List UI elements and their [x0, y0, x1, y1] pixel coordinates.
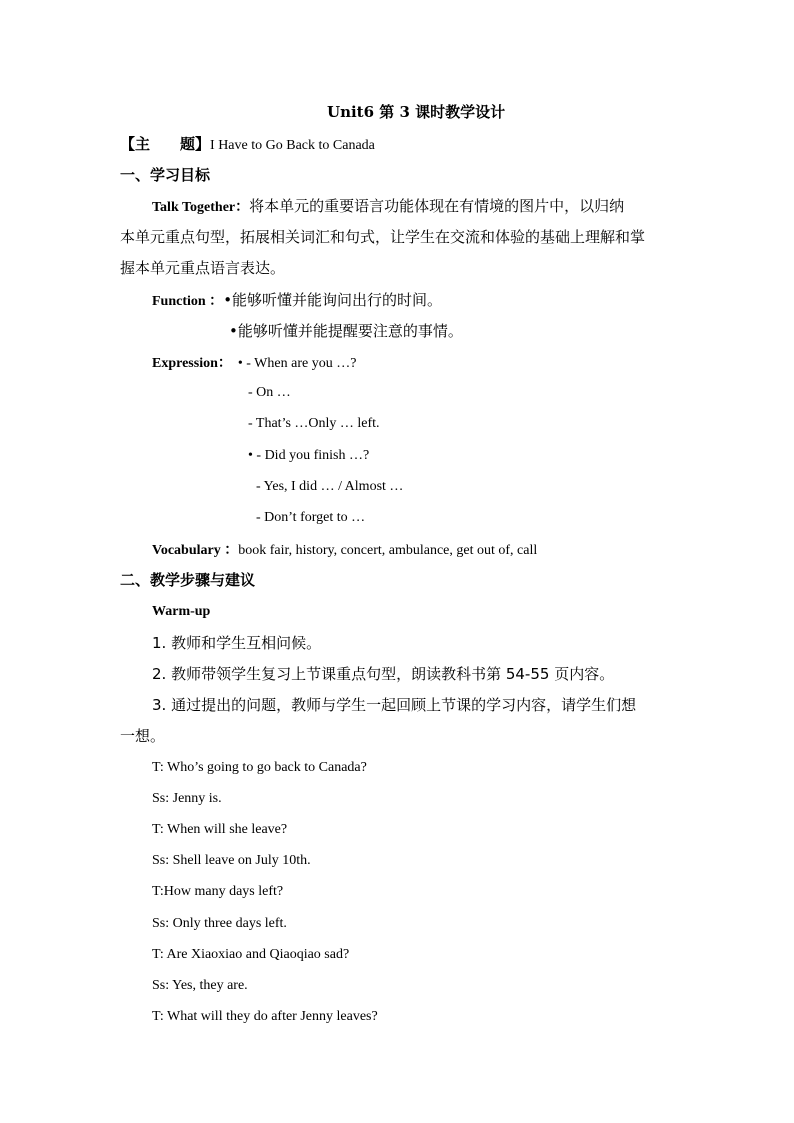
talk-together-text-1: 将本单元的重要语言功能体现在有情境的图片中，以归纳 — [249, 197, 625, 215]
dialogue-line-3: T: When will she leave? — [152, 822, 288, 837]
page-title: Unit6 第 3 课时教学设计 — [327, 103, 506, 121]
expression-item-4: • - Did you finish …? — [248, 448, 370, 463]
expression-item-5: - Yes, I did … / Almost … — [256, 479, 404, 494]
vocabulary-text: book fair, history, concert, ambulance, get out of, call — [238, 543, 538, 558]
talk-together-text-3: 握本单元重点语言表达。 — [120, 259, 286, 277]
dialogue-line-7: T: Are Xiaoxiao and Qiaoqiao sad? — [152, 947, 350, 962]
talk-together-line1 — [152, 196, 624, 218]
section1-heading: 一、学习目标 — [120, 166, 211, 184]
dialogue-line-8: Ss: Yes, they are. — [152, 978, 248, 993]
vocabulary-line — [152, 539, 537, 561]
dialogue-line-2: Ss: Jenny is. — [152, 791, 222, 806]
talk-together-text-2: 本单元重点句型，拓展相关词汇和句式，让学生在交流和体验的基础上理解和掌 — [120, 228, 646, 246]
expression-item-3: - That’s …Only … left. — [248, 416, 380, 431]
vocabulary-label: Vocabulary ： — [152, 543, 239, 558]
dialogue-line-5: T:How many days left? — [152, 884, 284, 899]
dialogue-line-4: Ss: Shell leave on July 10th. — [152, 853, 311, 868]
topic-label-open: 【主 — [120, 135, 151, 153]
function-item-2: •能够听懂并能提醒要注意的事情。 — [229, 322, 463, 340]
function-line1 — [152, 290, 442, 312]
section2-heading: 二、教学步骤与建议 — [120, 571, 256, 589]
warmup-label: Warm-up — [152, 604, 211, 619]
dialogue-line-6: Ss: Only three days left. — [152, 916, 287, 931]
expression-line1 — [152, 352, 356, 374]
step-2: 2. 教师带领学生复习上节课重点句型，朗读教科书第 54-55 页内容。 — [152, 665, 615, 683]
expression-label: Expression： — [152, 356, 232, 371]
dialogue-line-1: T: Who’s going to go back to Canada? — [152, 760, 367, 775]
function-item-1: •能够听懂并能询问出行的时间。 — [223, 291, 443, 309]
dialogue-line-9: T: What will they do after Jenny leaves? — [152, 1009, 378, 1024]
function-label: Function ： — [152, 294, 224, 309]
expression-item-2: - On … — [248, 385, 291, 400]
topic-label-close: 题】 — [180, 135, 211, 153]
expression-item-6: - Don’t forget to … — [256, 510, 366, 525]
step-1: 1. 教师和学生互相问候。 — [152, 634, 322, 652]
topic-line — [120, 134, 375, 156]
expression-item-1: • - When are you …? — [237, 356, 357, 371]
talk-together-label: Talk Together： — [152, 200, 250, 215]
step-3: 3. 通过提出的问题，教师与学生一起回顾上节课的学习内容，请学生们想 — [152, 696, 637, 714]
step-3-continued: 一想。 — [120, 727, 166, 745]
topic-text: I Have to Go Back to Canada — [210, 138, 375, 153]
